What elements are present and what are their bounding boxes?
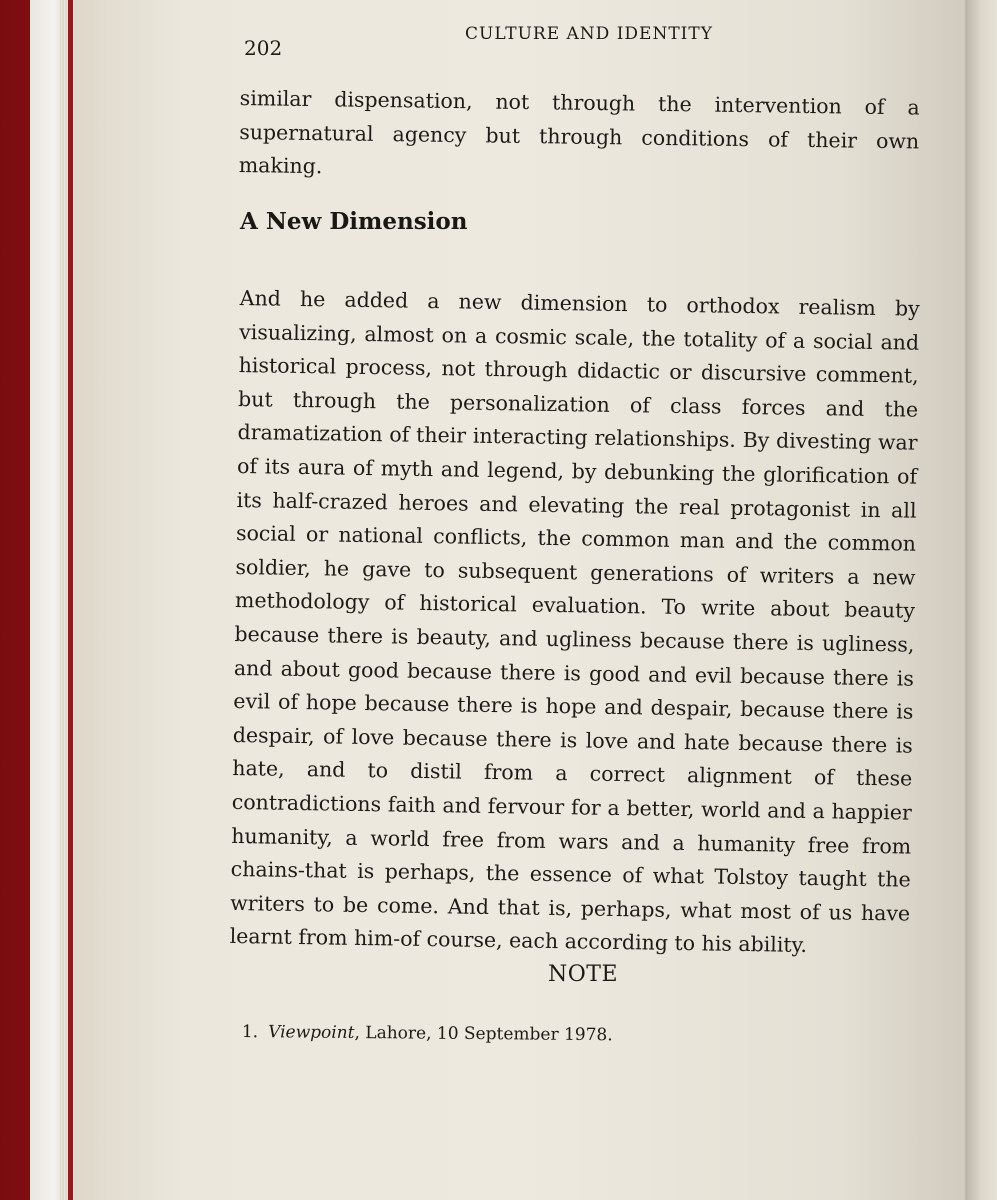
section-heading: A New Dimension <box>240 208 468 235</box>
footnote-source-details: , Lahore, 10 September 1978. <box>354 1022 613 1046</box>
running-head: CULTURE AND IDENTITY <box>465 24 713 44</box>
note-heading: NOTE <box>548 962 619 987</box>
facing-page-edge <box>965 0 997 1200</box>
footnote-source-title: Viewpoint <box>268 1022 355 1043</box>
footnote-number: 1. <box>241 1022 259 1043</box>
binding-rule <box>68 0 73 1200</box>
page-number: 202 <box>244 36 283 60</box>
page-header <box>240 22 920 62</box>
footnote-item <box>242 1022 613 1045</box>
main-paragraph: And he added a new dimension to orthodox realism by visualizing, almost on a cosmic scale, the totality of a social and historical process, not through didactic or discursive comment, but through the personalization of class forces and the dramatization of their interacting relationships. By divesting war of its aura of myth and legend, by debunking the glorification of its half-crazed heroes and elevating the real protagonist in all social or national conflicts, the common man and the common soldier, he gave to subsequent generations of writers a new methodology of historical evaluation. To write about beauty because there is beauty, and ugliness because there is ugliness, and about good because there is good and evil because there is evil of hope because there is hope and despair, because there is despair, of love because there is love and hate because there is hate, and to distil from a correct alignment of these contradictions faith and fervour for a better, world and a happier humanity, a world free from wars and a humanity free from chains-that is perhaps, the essence of what Tolstoy taught the writers to be come. And that is, perhaps, what most of us have learnt from him-of course, each according to his ability. <box>229 285 920 958</box>
opening-paragraph: similar dispensation, not through the intervention of a supernatural agency but through conditions of their own making. <box>238 85 920 179</box>
